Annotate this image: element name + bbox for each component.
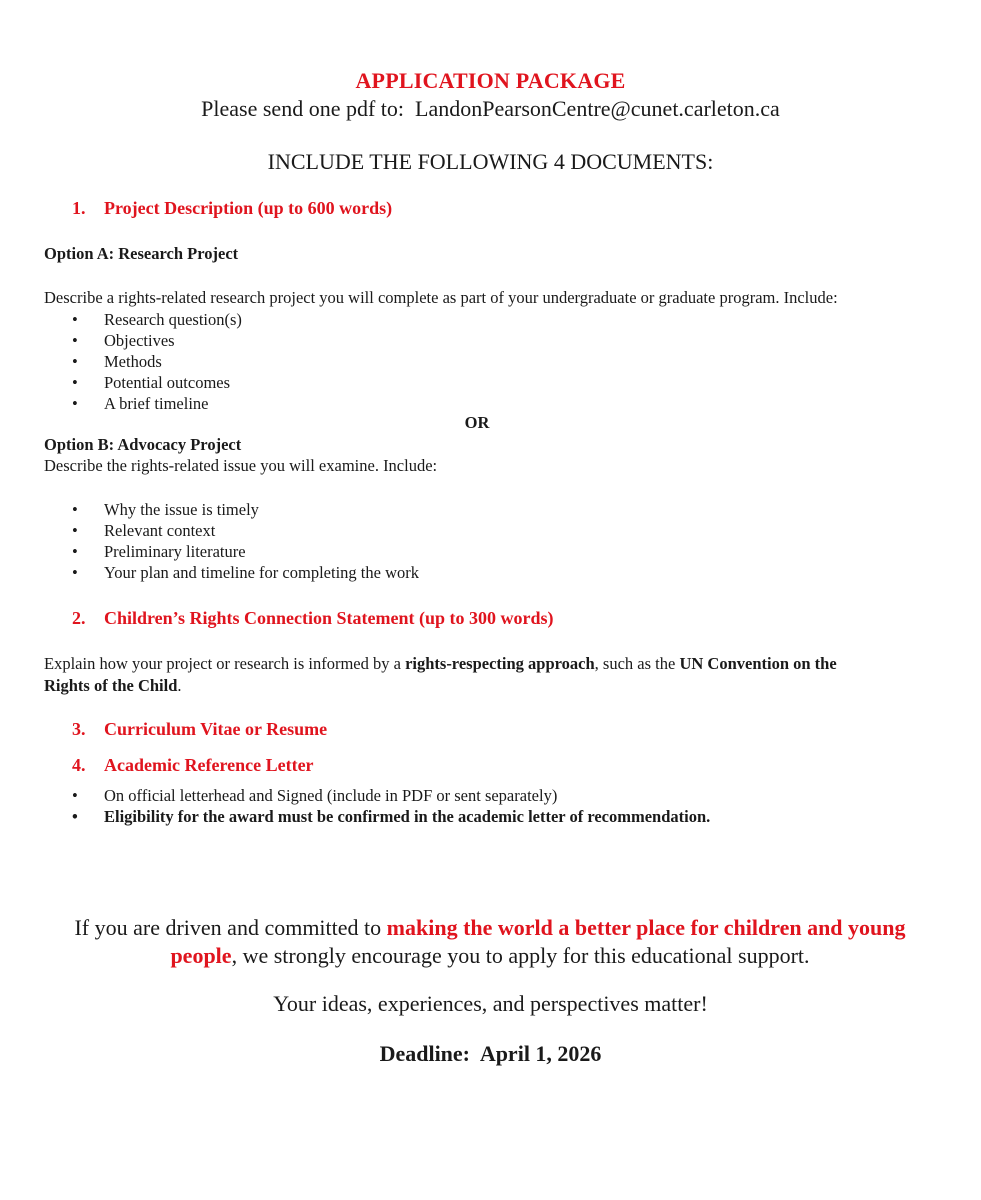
page-title: APPLICATION PACKAGE: [355, 68, 626, 93]
list-item: • Why the issue is timely: [44, 499, 419, 520]
section-1-heading: [72, 198, 392, 219]
section-3-title: Curriculum Vitae or Resume: [104, 719, 328, 739]
list-item: • Your plan and timeline for completing the work: [44, 562, 419, 583]
section-1-number: 1.: [72, 198, 86, 218]
section-2-text-line-1: Explain how your project or research is informed by a rights-respecting approach, such as the UN Convention on the: [44, 654, 837, 673]
option-b-description: Describe the rights-related issue you will examine. Include:: [44, 456, 438, 475]
option-a-list: [44, 309, 242, 414]
bold-phrase: UN Convention on the: [679, 654, 837, 673]
bullet-icon: •: [72, 394, 78, 413]
list-item: • Objectives: [44, 330, 242, 351]
section-4-title: Academic Reference Letter: [104, 755, 314, 775]
highlight-phrase: making the world a better place for children and young: [386, 915, 906, 940]
highlight-phrase: people: [170, 943, 232, 968]
include-heading: INCLUDE THE FOLLOWING 4 DOCUMENTS:: [267, 149, 714, 174]
closing-paragraph: If you are driven and committed to making the world a better place for children and young people, we strongly encourage you to apply for this educational support.: [74, 915, 906, 968]
list-item: • Preliminary literature: [44, 541, 419, 562]
section-4-heading: [72, 755, 314, 776]
list-item: • Methods: [44, 351, 242, 372]
list-item: • Potential outcomes: [44, 372, 242, 393]
email-address[interactable]: LandonPearsonCentre@cunet.carleton.ca: [415, 96, 780, 121]
section-3-number: 3.: [72, 719, 86, 739]
option-b-title: Option B: Advocacy Project: [44, 435, 242, 454]
section-3-heading: [72, 719, 327, 740]
section-2-title: Children’s Rights Connection Statement (up to 300 words): [104, 608, 554, 628]
list-item: • Eligibility for the award must be confirmed in the academic letter of recommendation.: [44, 806, 710, 827]
bullet-icon: •: [72, 786, 78, 805]
deadline-label: Deadline:: [379, 1041, 471, 1066]
bullet-icon: •: [72, 331, 78, 350]
closing-tagline: Your ideas, experiences, and perspectives matter!: [273, 991, 708, 1016]
bullet-icon: •: [72, 310, 78, 329]
list-item: • On official letterhead and Signed (include in PDF or sent separately): [44, 785, 710, 806]
list-item: • Relevant context: [44, 520, 419, 541]
send-instructions: [0, 96, 981, 122]
list-item: • Research question(s): [44, 309, 242, 330]
bullet-icon: •: [72, 352, 78, 371]
section-2-heading: [72, 608, 554, 629]
bullet-icon: •: [72, 500, 78, 519]
option-a-description: Describe a rights-related research project you will complete as part of your undergraduate or graduate program. Include:: [44, 288, 838, 307]
option-a-title: Option A: Research Project: [44, 244, 239, 263]
section-4-number: 4.: [72, 755, 86, 775]
bullet-icon: •: [72, 521, 78, 540]
section-4-list: [44, 785, 710, 827]
bold-phrase: Rights of the Child: [44, 676, 178, 695]
section-1-title: Project Description (up to 600 words): [104, 198, 393, 218]
bullet-icon: •: [72, 807, 78, 826]
deadline-date: April 1, 2026: [479, 1041, 602, 1066]
bullet-icon: •: [72, 373, 78, 392]
bullet-icon: •: [72, 542, 78, 561]
section-2-number: 2.: [72, 608, 86, 628]
or-separator: OR: [464, 413, 490, 432]
option-b-list: [44, 499, 419, 583]
deadline: [0, 1041, 981, 1067]
list-item: • A brief timeline: [44, 393, 242, 414]
bullet-icon: •: [72, 563, 78, 582]
bold-phrase: rights-respecting approach: [405, 654, 595, 673]
send-prefix: Please send one pdf to:: [201, 96, 405, 121]
section-2-text-line-2: Rights of the Child.: [44, 676, 182, 695]
